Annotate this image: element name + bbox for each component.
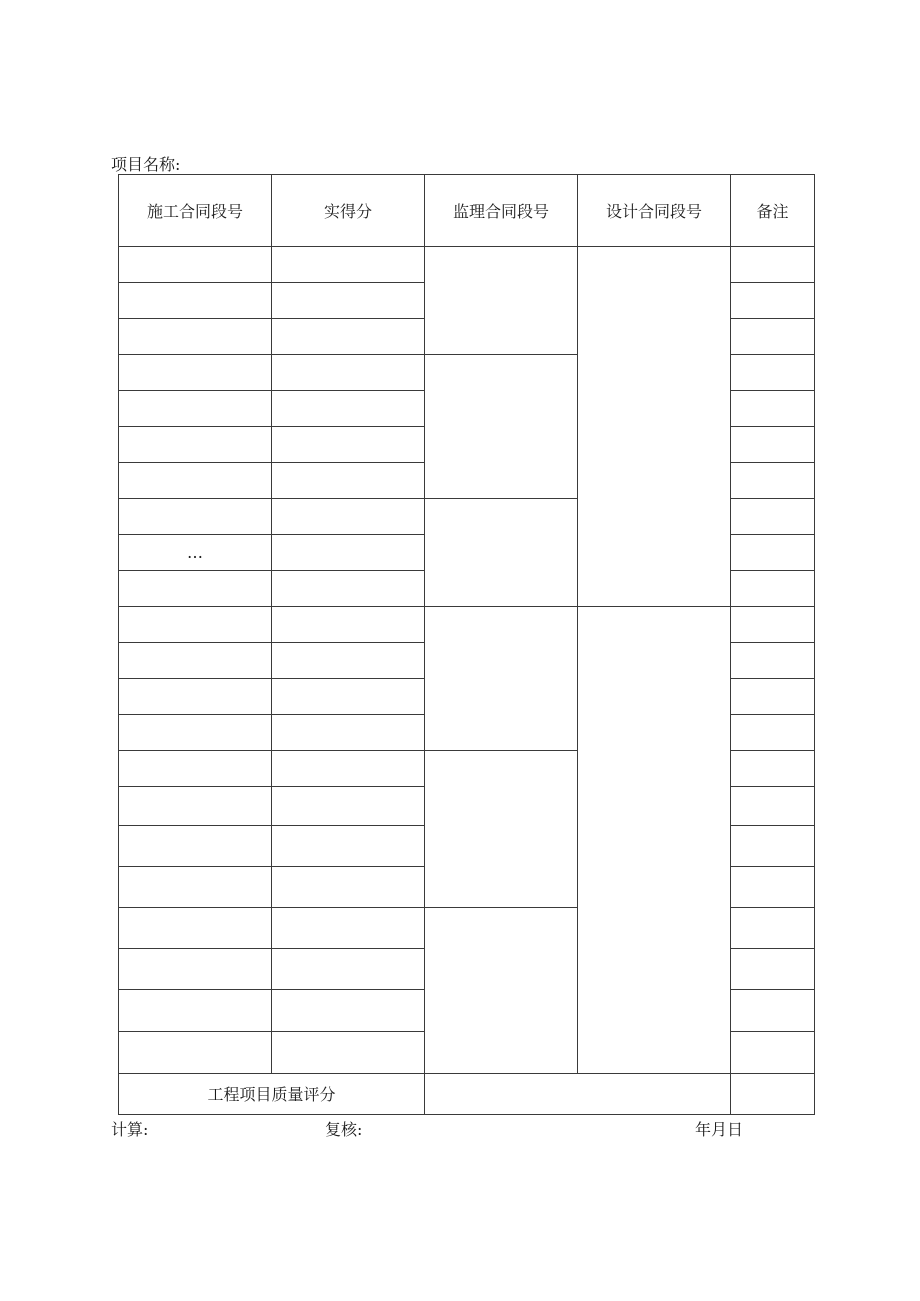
remarks-cell <box>730 426 815 463</box>
actual-score-cell <box>271 866 425 908</box>
construction-section-cell <box>118 907 272 949</box>
supervision-section-cell <box>424 498 578 607</box>
actual-score-cell <box>271 246 425 283</box>
quality-score-table <box>118 174 815 1115</box>
actual-score-cell <box>271 498 425 535</box>
remarks-cell <box>730 989 815 1032</box>
remarks-cell <box>730 714 815 751</box>
construction-section-cell <box>118 390 272 427</box>
supervision-section-cell <box>424 907 578 1074</box>
actual-score-cell <box>271 534 425 571</box>
project-name-label: 项目名称: <box>111 155 181 174</box>
construction-section-cell <box>118 678 272 715</box>
actual-score-cell <box>271 642 425 679</box>
actual-score-cell <box>271 786 425 826</box>
actual-score-cell <box>271 426 425 463</box>
remarks-cell <box>730 462 815 499</box>
construction-section-cell <box>118 426 272 463</box>
supervision-section-cell <box>424 606 578 751</box>
header-remarks: 备注 <box>730 174 815 247</box>
actual-score-cell <box>271 989 425 1032</box>
construction-section-cell <box>118 866 272 908</box>
remarks-cell <box>730 570 815 607</box>
supervision-section-cell <box>424 354 578 499</box>
design-section-cell <box>577 606 731 1074</box>
construction-section-cell <box>118 606 272 643</box>
construction-section-cell <box>118 750 272 787</box>
construction-section-ellipsis: … <box>118 534 272 571</box>
review-label: 复核: <box>325 1120 363 1139</box>
construction-section-cell <box>118 825 272 867</box>
actual-score-cell <box>271 282 425 319</box>
date-label: 年月日 <box>695 1120 744 1139</box>
construction-section-cell <box>118 498 272 535</box>
supervision-section-cell <box>424 750 578 908</box>
calculate-label: 计算: <box>111 1120 149 1139</box>
actual-score-cell <box>271 606 425 643</box>
remarks-cell <box>730 678 815 715</box>
construction-section-cell <box>118 1031 272 1074</box>
remarks-cell <box>730 866 815 908</box>
header-construction-section: 施工合同段号 <box>118 174 272 247</box>
remarks-cell <box>730 786 815 826</box>
remarks-cell <box>730 318 815 355</box>
construction-section-cell <box>118 570 272 607</box>
construction-section-cell <box>118 354 272 391</box>
construction-section-cell <box>118 246 272 283</box>
remarks-cell <box>730 498 815 535</box>
actual-score-cell <box>271 714 425 751</box>
header-actual-score: 实得分 <box>271 174 425 247</box>
construction-section-cell <box>118 948 272 990</box>
remarks-cell <box>730 282 815 319</box>
construction-section-cell <box>118 282 272 319</box>
construction-section-cell <box>118 462 272 499</box>
supervision-section-cell <box>424 246 578 355</box>
actual-score-cell <box>271 825 425 867</box>
actual-score-cell <box>271 318 425 355</box>
construction-section-cell <box>118 786 272 826</box>
actual-score-cell <box>271 570 425 607</box>
remarks-cell <box>730 750 815 787</box>
actual-score-cell <box>271 462 425 499</box>
summary-remarks-cell <box>730 1072 815 1115</box>
actual-score-cell <box>271 678 425 715</box>
remarks-cell <box>730 907 815 949</box>
construction-section-cell <box>118 714 272 751</box>
remarks-cell <box>730 642 815 679</box>
remarks-cell <box>730 246 815 283</box>
construction-section-cell <box>118 318 272 355</box>
actual-score-cell <box>271 750 425 787</box>
summary-score-cell <box>424 1072 731 1115</box>
remarks-cell <box>730 1031 815 1074</box>
header-design-section: 设计合同段号 <box>577 174 731 247</box>
construction-section-cell <box>118 642 272 679</box>
header-supervision-section: 监理合同段号 <box>424 174 578 247</box>
actual-score-cell <box>271 1031 425 1074</box>
remarks-cell <box>730 390 815 427</box>
actual-score-cell <box>271 390 425 427</box>
actual-score-cell <box>271 907 425 949</box>
actual-score-cell <box>271 948 425 990</box>
actual-score-cell <box>271 354 425 391</box>
summary-label: 工程项目质量评分 <box>118 1072 425 1115</box>
remarks-cell <box>730 606 815 643</box>
construction-section-cell <box>118 989 272 1032</box>
design-section-cell <box>577 246 731 607</box>
remarks-cell <box>730 354 815 391</box>
remarks-cell <box>730 534 815 571</box>
remarks-cell <box>730 948 815 990</box>
remarks-cell <box>730 825 815 867</box>
